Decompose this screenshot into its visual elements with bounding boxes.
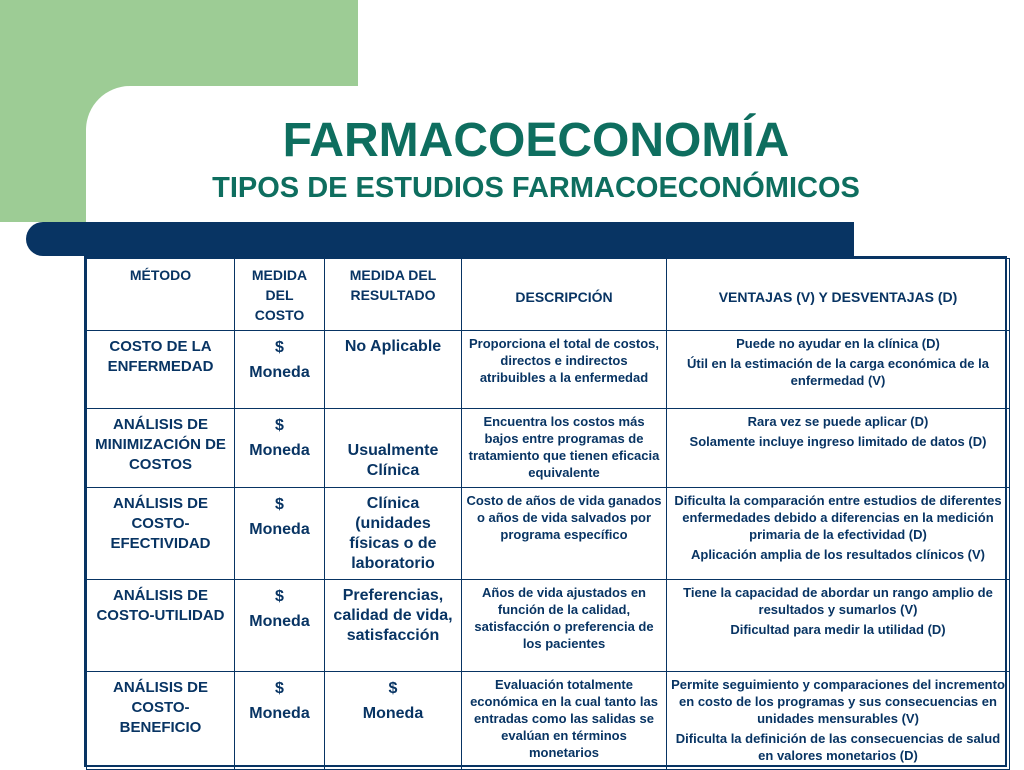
description-cell: Encuentra los costos más bajos entre programas de tratamiento que tienen eficacia equivalente <box>462 409 667 488</box>
table-row <box>87 331 1010 409</box>
pros-cons-item: Tiene la capacidad de abordar un rango amplio de resultados y sumarlos (V) <box>683 585 993 617</box>
studies-table-container <box>84 256 1007 767</box>
cost-word: Moneda <box>249 613 310 630</box>
cost-measure-cell <box>235 580 325 672</box>
cost-sign: $ <box>275 680 284 697</box>
pros-cons-cell <box>667 331 1010 409</box>
pros-cons-cell <box>667 409 1010 488</box>
table-row <box>87 672 1010 770</box>
pros-cons-item: Dificulta la definición de las consecuencias de salud en valores monetarios (D) <box>675 731 1001 763</box>
method-cell: ANÁLISIS DE COSTO-BENEFICIO <box>87 672 235 770</box>
slide-title: FARMACOECONOMÍA <box>282 114 790 167</box>
cost-word: Moneda <box>249 442 310 459</box>
description-cell: Evaluación totalmente económica en la cual tanto las entradas como las salidas se evalúan en términos monetarios <box>462 672 667 770</box>
header-result-measure: MEDIDA DEL RESULTADO <box>325 259 462 331</box>
cost-word: Moneda <box>249 705 310 722</box>
cost-measure-cell <box>235 672 325 770</box>
cost-sign: $ <box>275 496 284 513</box>
cost-sign: $ <box>275 417 284 434</box>
pros-cons-cell <box>667 580 1010 672</box>
pros-cons-item: Solamente incluye ingreso limitado de datos (D) <box>689 434 987 449</box>
method-cell: ANÁLISIS DE MINIMIZACIÓN DE COSTOS <box>87 409 235 488</box>
cost-measure-cell <box>235 409 325 488</box>
description-cell: Proporciona el total de costos, directos e indirectos atribuibles a la enfermedad <box>462 331 667 409</box>
result-measure-cell <box>325 672 462 770</box>
cost-sign: $ <box>275 339 284 356</box>
result-measure-cell: No Aplicable <box>325 331 462 409</box>
cost-measure-cell <box>235 331 325 409</box>
header-pros-cons: VENTAJAS (V) Y DESVENTAJAS (D) <box>667 259 1010 331</box>
result-word: Moneda <box>362 705 424 722</box>
header-cost-measure: MEDIDA DEL COSTO <box>235 259 325 331</box>
method-cell: ANÁLISIS DE COSTO-EFECTIVIDAD <box>87 488 235 580</box>
pros-cons-cell <box>667 672 1010 770</box>
pros-cons-item: Dificultad para medir la utilidad (D) <box>730 622 946 637</box>
table-header-row <box>87 259 1010 331</box>
pros-cons-item: Aplicación amplia de los resultados clínicos (V) <box>690 547 986 562</box>
title-divider-bar <box>26 222 854 256</box>
table-row <box>87 409 1010 488</box>
cost-word: Moneda <box>249 364 310 381</box>
pros-cons-item: Puede no ayudar en la clínica (D) <box>736 336 940 351</box>
cost-word: Moneda <box>249 521 310 538</box>
result-measure-cell: Clínica (unidades físicas o de laboratorio <box>325 488 462 580</box>
studies-table <box>86 258 1010 770</box>
slide-subtitle: TIPOS DE ESTUDIOS FARMACOECONÓMICOS <box>212 172 860 204</box>
pros-cons-item: Útil en la estimación de la carga económica de la enfermedad (V) <box>686 356 989 388</box>
description-cell: Años de vida ajustados en función de la calidad, satisfacción o preferencia de los pacientes <box>462 580 667 672</box>
method-cell: ANÁLISIS DE COSTO-UTILIDAD <box>87 580 235 672</box>
result-measure-cell: Preferencias, calidad de vida, satisfacción <box>325 580 462 672</box>
result-sign: $ <box>388 680 398 697</box>
table-row <box>87 488 1010 580</box>
pros-cons-item: Dificulta la comparación entre estudios de diferentes enfermedades debido a diferencias en la medición primaria de la efectividad (D) <box>674 493 1002 542</box>
pros-cons-item: Rara vez se puede aplicar (D) <box>747 414 929 429</box>
description-cell: Costo de años de vida ganados o años de vida salvados por programa específico <box>462 488 667 580</box>
pros-cons-item: Permite seguimiento y comparaciones del incremento en costo de los programas y sus consecuencias en unidades mensurables (V) <box>671 677 1005 726</box>
pros-cons-cell <box>667 488 1010 580</box>
cost-measure-cell <box>235 488 325 580</box>
table-row <box>87 580 1010 672</box>
header-description: DESCRIPCIÓN <box>462 259 667 331</box>
cost-sign: $ <box>275 588 284 605</box>
result-measure-cell: Usualmente Clínica <box>325 409 462 488</box>
method-cell: COSTO DE LA ENFERMEDAD <box>87 331 235 409</box>
header-method: MÉTODO <box>87 259 235 331</box>
